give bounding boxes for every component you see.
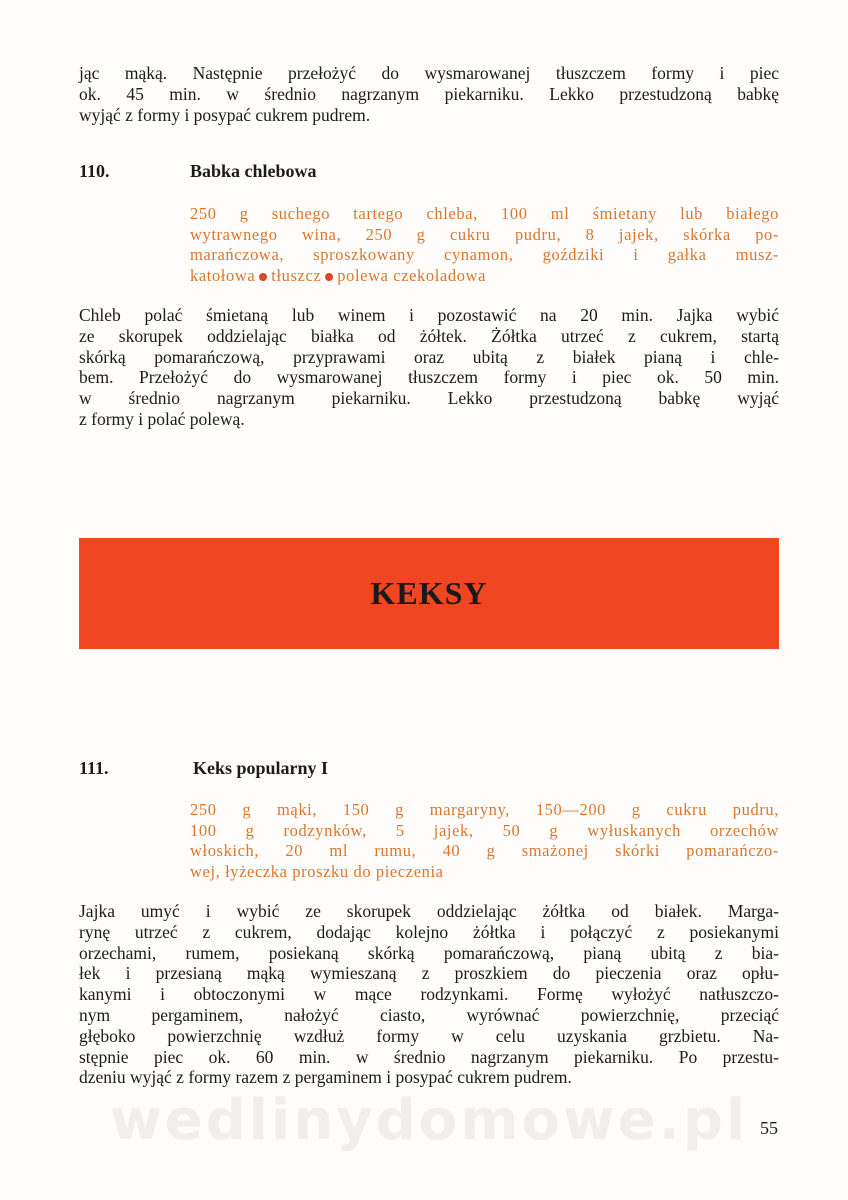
ingredient-line: wytrawnego wina, 250 g cukru pudru, 8 jajek, skórka po- [190, 224, 779, 244]
text-line: Jajka umyć i wybić ze skorupek oddzielając żółtka od białek. Marga- [79, 901, 779, 921]
text-line: łek i przesianą mąką wymieszaną z proszkiem do pieczenia oraz opłu- [79, 963, 779, 984]
text-line: bem. Przełożyć do wysmarowanej tłuszczem formy i piec ok. 50 min. [79, 367, 779, 388]
recipe-110-ingredients [190, 204, 779, 286]
text-line: wyjąć z formy i posypać cukrem pudrem. [79, 104, 371, 125]
ingredient-item: tłuszcz [271, 265, 322, 285]
section-title: KEKSY [370, 575, 488, 611]
recipe-110-number: 110. [79, 161, 110, 181]
recipe-111-number: 111. [79, 758, 109, 778]
recipe-111-method [79, 901, 779, 1088]
text-line: ok. 45 min. w średnio nagrzanym piekarniku. Lekko przestudzoną babkę [79, 83, 779, 104]
bullet-icon [325, 273, 333, 281]
ingredient-line: 250 g mąki, 150 g margaryny, 150—200 g cukru pudru, [190, 800, 779, 819]
bullet-icon [259, 273, 267, 281]
recipe-110-title: Babka chlebowa [190, 161, 317, 181]
text-line: głęboko powierzchnię wzdłuż formy w celu uzyskania grzbietu. Na- [79, 1025, 779, 1046]
recipe-111-title: Keks popularny I [193, 758, 329, 778]
page-number: 55 [760, 1118, 778, 1138]
recipe-110-method [79, 305, 779, 430]
ingredient-line-last [190, 266, 779, 287]
text-line: rynę utrzeć z cukrem, dodając kolejno żółtka i połączyć z posiekanymi [79, 921, 779, 942]
ingredient-line: 250 g suchego tartego chleba, 100 ml śmietany lub białego [190, 204, 779, 223]
ingredient-line: marańczowa, sproszkowany cynamon, goździki i gałka musz- [190, 245, 779, 264]
watermark: wedlinydomowe.pl [110, 1088, 749, 1153]
text-line: Chleb polać śmietaną lub winem i pozostawić na 20 min. Jajka wybić [79, 305, 779, 325]
ingredient-line: 100 g rodzynków, 5 jajek, 50 g wyłuskanych orzechów [190, 820, 779, 840]
section-banner [79, 538, 779, 649]
text-line: orzechami, rumem, posiekaną skórką pomarańczową, pianą ubitą z bia- [79, 942, 779, 963]
text-line: dzeniu wyjąć z formy razem z pergaminem i posypać cukrem pudrem. [79, 1067, 572, 1088]
ingredient-line: włoskich, 20 ml rumu, 40 g smażonej skórki pomarańczo- [190, 841, 779, 860]
text-line: kanymi i obtoczonymi w mące rodzynkami. Formę wyłożyć natłuszczo- [79, 984, 779, 1005]
text-line: jąc mąką. Następnie przełożyć do wysmarowanej tłuszczem formy i piec [79, 63, 779, 83]
text-line: ze skorupek oddzielając białka od żółtek. Żółtka utrzeć z cukrem, startą [79, 325, 779, 346]
text-line: stępnie piec ok. 60 min. w średnio nagrzanym piekarniku. Po przestu- [79, 1046, 779, 1067]
text-line: skórką pomarańczową, przyprawami oraz ubitą z białek pianą i chle- [79, 346, 779, 367]
ingredient-item: katołowa [190, 265, 256, 285]
text-line: nym pergaminem, nałożyć ciasto, wyrównać powierzchnię, przeciąć [79, 1004, 779, 1025]
recipe-111-ingredients [190, 800, 779, 882]
ingredient-item: polewa czekoladowa [337, 265, 486, 285]
text-line: w średnio nagrzanym piekarniku. Lekko przestudzoną babkę wyjąć [79, 388, 779, 409]
ingredient-line: wej, łyżeczka proszku do pieczenia [190, 861, 444, 881]
intro-paragraph [79, 63, 779, 125]
text-line: z formy i polać polewą. [79, 408, 245, 429]
